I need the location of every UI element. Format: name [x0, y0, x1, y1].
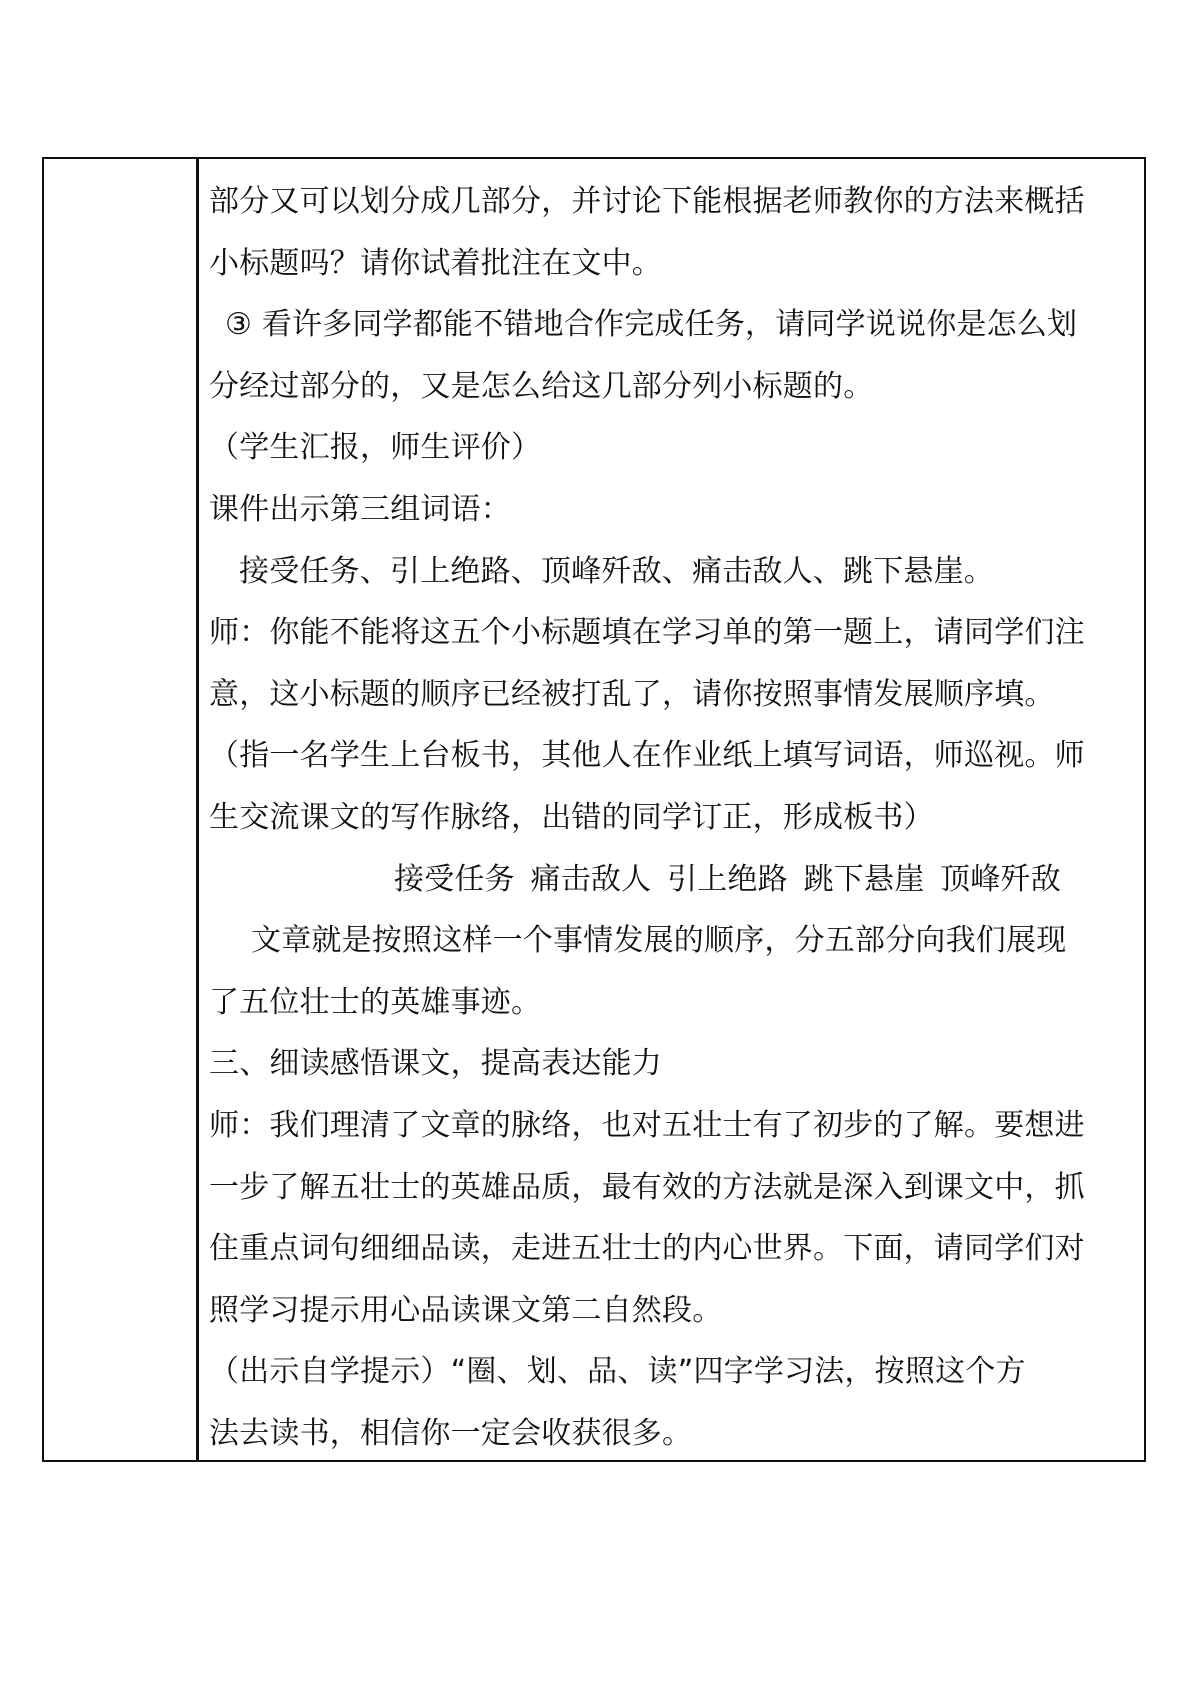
text-line: 师：你能不能将这五个小标题填在学习单的第一题上，请同学们注	[209, 615, 1085, 651]
text-line: 了五位壮士的英雄事迹。	[209, 984, 542, 1020]
lesson-plan-table	[42, 157, 1146, 1462]
text-line: （指一名学生上台板书，其他人在作业纸上填写词语，师巡视。师	[209, 738, 1085, 774]
text-line: 接受任务、引上绝路、顶峰歼敌、痛击敌人、跳下悬崖。	[239, 553, 994, 589]
text-line: 住重点词句细细品读，走进五壮士的内心世界。下面，请同学们对	[209, 1231, 1085, 1267]
text-line: 意，这小标题的顺序已经被打乱了，请你按照事情发展顺序填。	[209, 676, 1055, 712]
text-line: （出示自学提示）“圈、划、品、读”四字学习法，按照这个方	[209, 1354, 1026, 1390]
section-heading: 三、细读感悟课文，提高表达能力	[209, 1046, 662, 1082]
left-column-cell	[44, 159, 199, 1460]
content-cell	[199, 159, 1144, 1460]
text-line: （学生汇报，师生评价）	[209, 430, 542, 466]
text-line: 一步了解五壮士的英雄品质，最有效的方法就是深入到课文中，抓	[209, 1169, 1085, 1205]
text-line: 生交流课文的写作脉络，出错的同学订正，形成板书）	[209, 799, 934, 835]
text-line: 师：我们理清了文章的脉络，也对五壮士有了初步的了解。要想进	[209, 1107, 1085, 1143]
text-line: 小标题吗？请你试着批注在文中。	[209, 245, 662, 281]
text-line: 分经过部分的，又是怎么给这几部分列小标题的。	[209, 368, 874, 404]
text-line: ③ 看许多同学都能不错地合作完成任务，请同学说说你是怎么划	[225, 307, 1078, 343]
text-line: 部分又可以划分成几部分，并讨论下能根据老师教你的方法来概括	[209, 184, 1085, 219]
text-line: 法去读书，相信你一定会收获很多。	[209, 1415, 693, 1451]
board-writing-line: 接受任务 痛击敌人 引上绝路 跳下悬崖 顶峰歼敌	[394, 861, 1061, 897]
text-line: 课件出示第三组词语：	[209, 491, 511, 527]
text-line: 文章就是按照这样一个事情发展的顺序，分五部分向我们展现	[251, 923, 1067, 959]
text-line: 照学习提示用心品读课文第二自然段。	[209, 1292, 723, 1328]
